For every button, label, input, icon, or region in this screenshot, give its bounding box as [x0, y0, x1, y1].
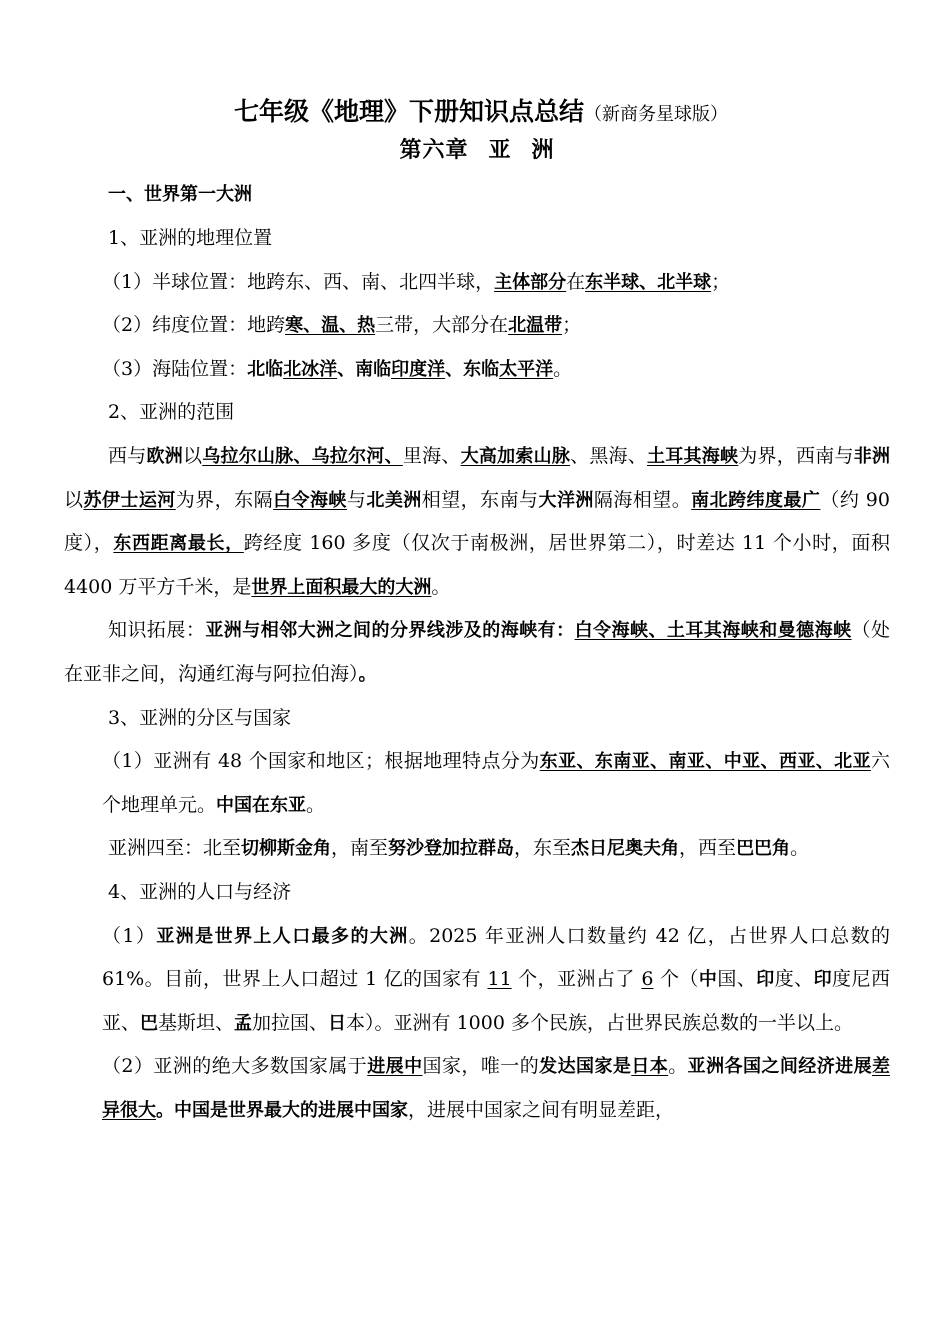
document-page	[64, 92, 890, 1132]
chapter-title-1: 亚	[488, 138, 512, 163]
subsection-heading-4: 4、亚洲的人口与经济	[108, 880, 292, 903]
economy-paragraph: （2）亚洲的绝大多数国家属于进展中国家，唯一的发达国家是日本。亚洲各国之间经济进展差异很大。中国是世界最大的进展中国家，进展中国家之间有明显差距，	[102, 1055, 890, 1121]
subsection-heading-3: 3、亚洲的分区与国家	[108, 706, 292, 729]
chapter-title-2: 洲	[531, 138, 555, 163]
section-heading: 一、世界第一大洲	[108, 184, 252, 205]
subsection-heading-1: 1、亚洲的地理位置	[108, 227, 273, 249]
knowledge-extension: 知识拓展：亚洲与相邻大洲之间的分界线涉及的海峡有：白令海峡、土耳其海峡和曼德海峡（处在亚非之间，沟通红海与阿拉伯海）。	[64, 619, 891, 685]
document-title	[72, 92, 890, 135]
subsection-heading-2: 2、亚洲的范围	[108, 401, 235, 424]
title-edition: （新商务星球版）	[584, 104, 728, 125]
sea-land-position: （3）海陆位置：北临北冰洋、南临印度洋、东临太平洋。	[102, 357, 573, 380]
extremities-paragraph: 亚洲四至：北至切柳斯金角，南至努沙登加拉群岛，东至杰日尼奥夫角，西至巴巴角。	[108, 837, 810, 860]
population-paragraph: （1）亚洲是世界上人口最多的大洲。2025 年亚洲人口数量约 42 亿，占世界人口总数的 61%。目前，世界上人口超过 1 亿的国家有 11 个，亚洲占了 6 个（中国、印度、印度尼西亚、巴基斯坦、孟加拉国、日本）。亚洲有 1000 多个民族，占世界民族总数的一半以上。	[102, 924, 890, 1034]
latitude-position: （2）纬度位置：地跨寒、温、热三带，大部分在北温带；	[102, 314, 582, 337]
chapter-heading	[64, 131, 890, 171]
chapter-number: 第六章	[399, 138, 469, 163]
title-main: 七年级《地理》下册知识点总结	[233, 97, 584, 126]
regions-paragraph: （1）亚洲有 48 个国家和地区；根据地理特点分为东亚、东南亚、南亚、中亚、西亚、北亚六个地理单元。中国在东亚。	[102, 750, 890, 816]
asia-range-paragraph: 西与欧洲以乌拉尔山脉、乌拉尔河、里海、大高加索山脉、黑海、土耳其海峡为界，西南与非洲以苏伊士运河为界，东隔白令海峡与北美洲相望，东南与大洋洲隔海相望。南北跨纬度最广（约 90 度），东西距离最长，跨经度 160 多度（仅次于南极洲，居世界第二），时差达 11 个小时，面积 4400 万平方千米，是世界上面积最大的大洲。	[64, 444, 890, 598]
hemisphere-position: （1）半球位置：地跨东、西、南、北四半球，主体部分在东半球、北半球；	[102, 270, 731, 293]
